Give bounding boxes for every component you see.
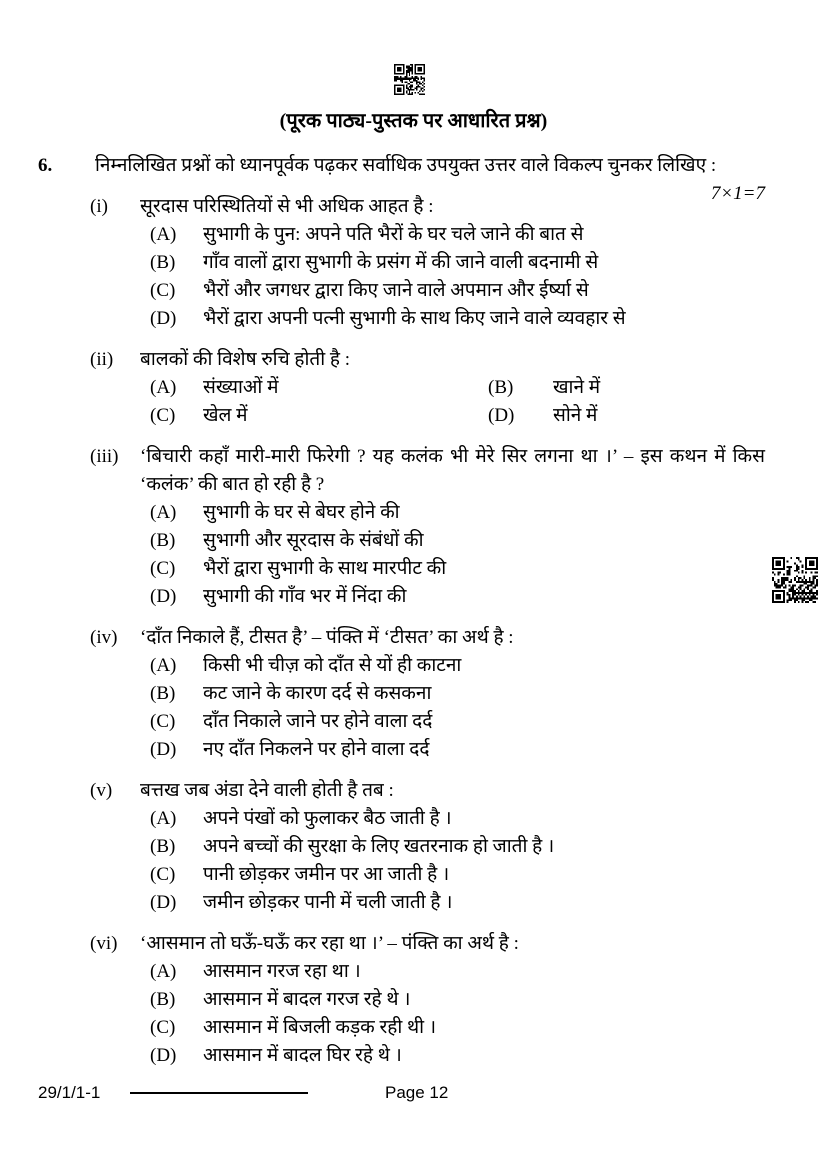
- option-letter: (D): [150, 308, 177, 329]
- option-iii-D: [150, 583, 765, 611]
- option-text: सोने में: [553, 405, 598, 426]
- option-vi-B: [150, 986, 765, 1014]
- question-intro: निम्नलिखित प्रश्नों को ध्यानपूर्वक पढ़कर सर्वाधिक उपयुक्त उत्तर वाले विकल्प चुनकर लिखिए :: [95, 155, 717, 176]
- question-marks: 7×1=7: [703, 180, 765, 208]
- option-v-C: [150, 861, 765, 889]
- subquestion-vi: [38, 930, 765, 1070]
- option-text: सुभागी के घर से बेघर होने की: [203, 502, 400, 523]
- subquestion-number: (ii): [90, 349, 114, 370]
- subquestion-text: बत्तख जब अंडा देने वाली होती है तब :: [140, 780, 394, 801]
- option-iii-B: [150, 527, 765, 555]
- option-text: अपने बच्चों की सुरक्षा के लिए खतरनाक हो जाती है ।: [203, 836, 555, 857]
- option-iii-A: [150, 499, 765, 527]
- option-text: संख्याओं में: [203, 377, 279, 398]
- options: [150, 652, 765, 764]
- subquestion-header: [90, 443, 765, 499]
- option-text: दाँत निकाले जाने पर होने वाला दर्द: [203, 711, 433, 732]
- option-v-D: [150, 889, 765, 917]
- option-letter: (A): [150, 377, 177, 398]
- subquestion-ii: [38, 346, 765, 430]
- option-v-B: [150, 833, 765, 861]
- page-number: Page 12: [385, 1083, 449, 1102]
- subquestion-text: ‘बिचारी कहाँ मारी-मारी फिरेगी ? यह कलंक भी मेरे सिर लगना था ।’ – इस कथन में किस ‘कलंक’ की बात हो रही है ?: [140, 446, 765, 495]
- option-letter: (D): [150, 892, 177, 913]
- option-vi-C: [150, 1014, 765, 1042]
- option-ii-C: [150, 402, 488, 430]
- subquestion-text: सूरदास परिस्थितियों से भी अधिक आहत है :: [140, 196, 434, 217]
- option-letter: (C): [150, 405, 176, 426]
- question-area: [0, 152, 827, 1070]
- subquestion-number: (vi): [90, 933, 118, 954]
- subquestion-header: [90, 346, 765, 374]
- option-v-A: [150, 805, 765, 833]
- option-i-A: [150, 221, 765, 249]
- option-text: सुभागी की गाँव भर में निंदा की: [203, 586, 407, 607]
- options: [150, 958, 765, 1070]
- subquestion-v: [38, 777, 765, 917]
- subquestion-text: ‘दाँत निकाले हैं, टीसत है’ – पंक्ति में ‘टीसत’ का अर्थ है :: [140, 627, 514, 648]
- option-text: आसमान में बादल घिर रहे थे ।: [203, 1045, 402, 1066]
- subquestion-header: [90, 624, 765, 652]
- option-letter: (C): [150, 280, 176, 301]
- subquestion-text: बालकों की विशेष रुचि होती है :: [140, 349, 351, 370]
- option-letter: (D): [150, 739, 177, 760]
- option-letter: (B): [150, 989, 176, 1010]
- subquestion-i: [38, 193, 765, 333]
- option-text: सुभागी के पुन: अपने पति भैरों के घर चले जाने की बात से: [203, 224, 584, 245]
- option-i-C: [150, 277, 765, 305]
- paper-code: 29/1/1-1: [38, 1083, 101, 1102]
- option-letter: (A): [150, 655, 177, 676]
- option-text: किसी भी चीज़ को दाँत से यों ही काटना: [203, 655, 462, 676]
- subquestion-list: [38, 193, 765, 1070]
- option-text: सुभागी और सूरदास के संबंधों की: [203, 530, 424, 551]
- option-text: खाने में: [553, 377, 601, 398]
- option-text: आसमान में बादल गरज रहे थे ।: [203, 989, 411, 1010]
- option-text: आसमान में बिजली कड़क रही थी ।: [203, 1017, 437, 1038]
- options: [150, 499, 765, 611]
- subquestion-header: [90, 193, 765, 221]
- option-iii-C: [150, 555, 765, 583]
- section-title: (पूरक पाठ्य-पुस्तक पर आधारित प्रश्न): [279, 110, 548, 132]
- option-text: पानी छोड़कर जमीन पर आ जाती है ।: [203, 864, 450, 885]
- subquestion-number: (iv): [90, 627, 118, 648]
- option-letter: (C): [150, 864, 176, 885]
- options: [150, 374, 765, 430]
- option-text: कट जाने के कारण दर्द से कसकना: [203, 683, 432, 704]
- option-letter: (C): [150, 1017, 176, 1038]
- subquestion-header: [90, 930, 765, 958]
- option-letter: (A): [150, 502, 177, 523]
- option-letter: (B): [150, 252, 176, 273]
- option-letter: (D): [150, 1045, 177, 1066]
- option-letter: (B): [150, 683, 176, 704]
- option-ii-B: [488, 374, 765, 402]
- option-text: भैरों और जगधर द्वारा किए जाने वाले अपमान और ईर्ष्या से: [203, 280, 589, 301]
- option-iv-B: [150, 680, 765, 708]
- option-iv-C: [150, 708, 765, 736]
- option-text: अपने पंखों को फुलाकर बैठ जाती है ।: [203, 808, 452, 829]
- footer-rule: [130, 1092, 308, 1094]
- question-number: 6.: [38, 155, 53, 176]
- option-text: भैरों द्वारा सुभागी के साथ मारपीट की: [203, 558, 447, 579]
- option-iv-D: [150, 736, 765, 764]
- question-6: [38, 152, 765, 204]
- options: [150, 805, 765, 917]
- option-letter: (D): [150, 586, 177, 607]
- option-text: भैरों द्वारा अपनी पत्नी सुभागी के साथ किए जाने वाले व्यवहार से: [203, 308, 626, 329]
- option-pair: [150, 402, 765, 430]
- qr-code-icon: [394, 64, 425, 95]
- option-letter: (C): [150, 558, 176, 579]
- subquestion-number: (i): [90, 196, 108, 217]
- option-iv-A: [150, 652, 765, 680]
- subquestion-header: [90, 777, 765, 805]
- option-vi-D: [150, 1042, 765, 1070]
- subquestion-number: (iii): [90, 446, 119, 467]
- subquestion-text: ‘आसमान तो घऊँ-घऊँ कर रहा था ।’ – पंक्ति का अर्थ है :: [140, 933, 519, 954]
- question-body: [95, 152, 765, 204]
- option-letter: (A): [150, 961, 177, 982]
- option-text: आसमान गरज रहा था ।: [203, 961, 361, 982]
- options: [150, 221, 765, 333]
- option-letter: (A): [150, 224, 177, 245]
- qr-code-icon: [772, 557, 818, 603]
- option-letter: (C): [150, 711, 176, 732]
- subquestion-number: (v): [90, 780, 113, 801]
- option-pair: [150, 374, 765, 402]
- option-text: जमीन छोड़कर पानी में चली जाती है ।: [203, 892, 453, 913]
- option-letter: (D): [488, 405, 515, 426]
- option-ii-A: [150, 374, 488, 402]
- option-letter: (A): [150, 808, 177, 829]
- option-letter: (B): [488, 377, 514, 398]
- subquestion-iii: [38, 443, 765, 611]
- option-i-B: [150, 249, 765, 277]
- option-ii-D: [488, 402, 765, 430]
- option-text: नए दाँत निकलने पर होने वाला दर्द: [203, 739, 430, 760]
- option-i-D: [150, 305, 765, 333]
- option-text: खेल में: [203, 405, 248, 426]
- subquestion-iv: [38, 624, 765, 764]
- option-letter: (B): [150, 530, 176, 551]
- option-letter: (B): [150, 836, 176, 857]
- page-footer: [0, 1080, 827, 1106]
- option-vi-A: [150, 958, 765, 986]
- option-text: गाँव वालों द्वारा सुभागी के प्रसंग में की जाने वाली बदनामी से: [203, 252, 599, 273]
